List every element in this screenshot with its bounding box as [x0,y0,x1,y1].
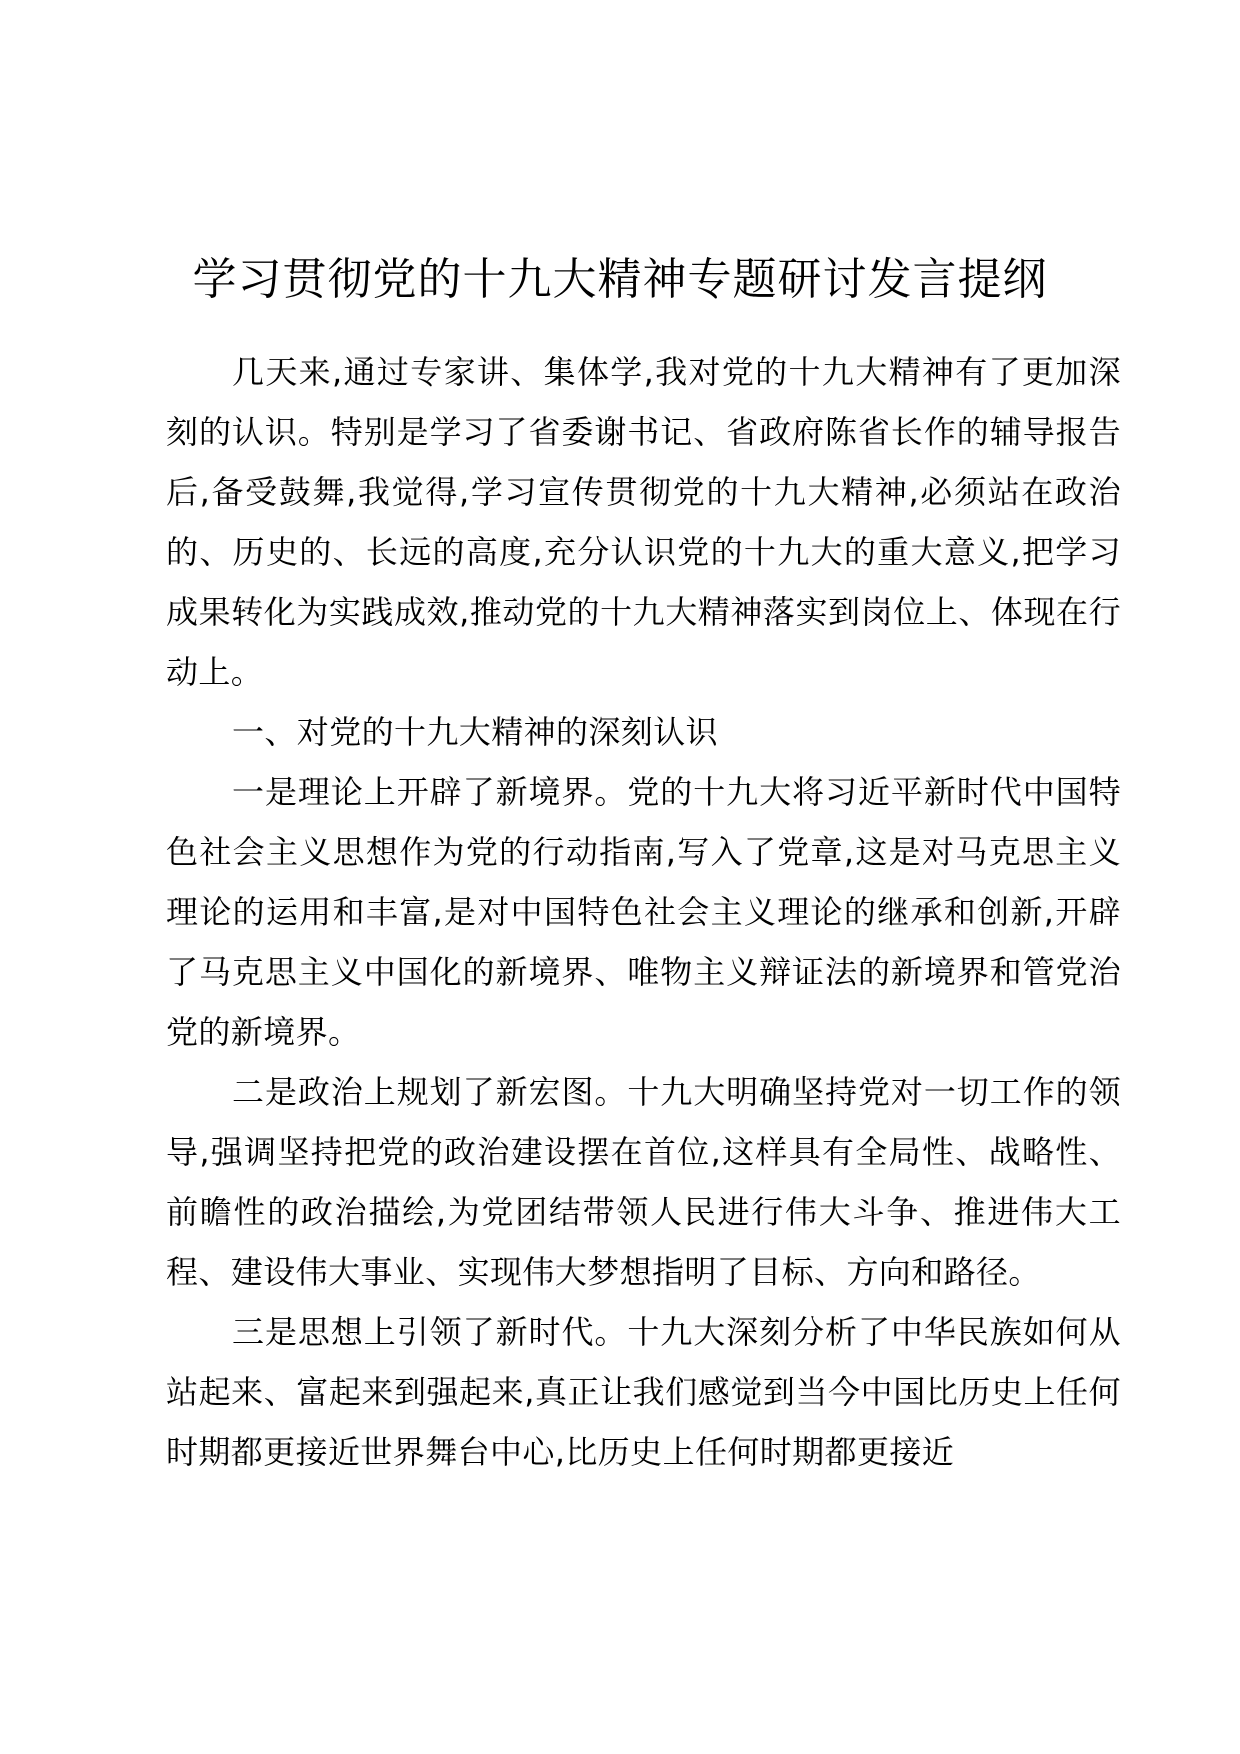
section-heading: 一、对党的十九大精神的深刻认识 [232,713,719,751]
document-body [166,342,1121,1482]
paragraph-thought: 三是思想上引领了新时代。十九大深刻分析了中华民族如何从站起来、富起来到强起来,真正让我们感觉到当今中国比历史上任何时期都更接近世界舞台中心,比历史上任何时期都更接近 [166,1313,1121,1471]
intro-paragraph: 几天来,通过专家讲、集体学,我对党的十九大精神有了更加深刻的认识。特别是学习了省委谢书记、省政府陈省长作的辅导报告后,备受鼓舞,我觉得,学习宣传贯彻党的十九大精神,必须站在政治的、历史的、长远的高度,充分认识党的十九大的重大意义,把学习成果转化为实践成效,推动党的十九大精神落实到岗位上、体现在行动上。 [166,353,1121,691]
paragraph-politics: 二是政治上规划了新宏图。十九大明确坚持党对一切工作的领导,强调坚持把党的政治建设摆在首位,这样具有全局性、战略性、前瞻性的政治描绘,为党团结带领人民进行伟大斗争、推进伟大工程、建设伟大事业、实现伟大梦想指明了目标、方向和路径。 [166,1073,1121,1291]
document-title: 学习贯彻党的十九大精神专题研讨发言提纲 [192,254,1048,305]
paragraph-theory: 一是理论上开辟了新境界。党的十九大将习近平新时代中国特色社会主义思想作为党的行动指南,写入了党章,这是对马克思主义理论的运用和丰富,是对中国特色社会主义理论的继承和创新,开辟了马克思主义中国化的新境界、唯物主义辩证法的新境界和管党治党的新境界。 [166,773,1121,1051]
